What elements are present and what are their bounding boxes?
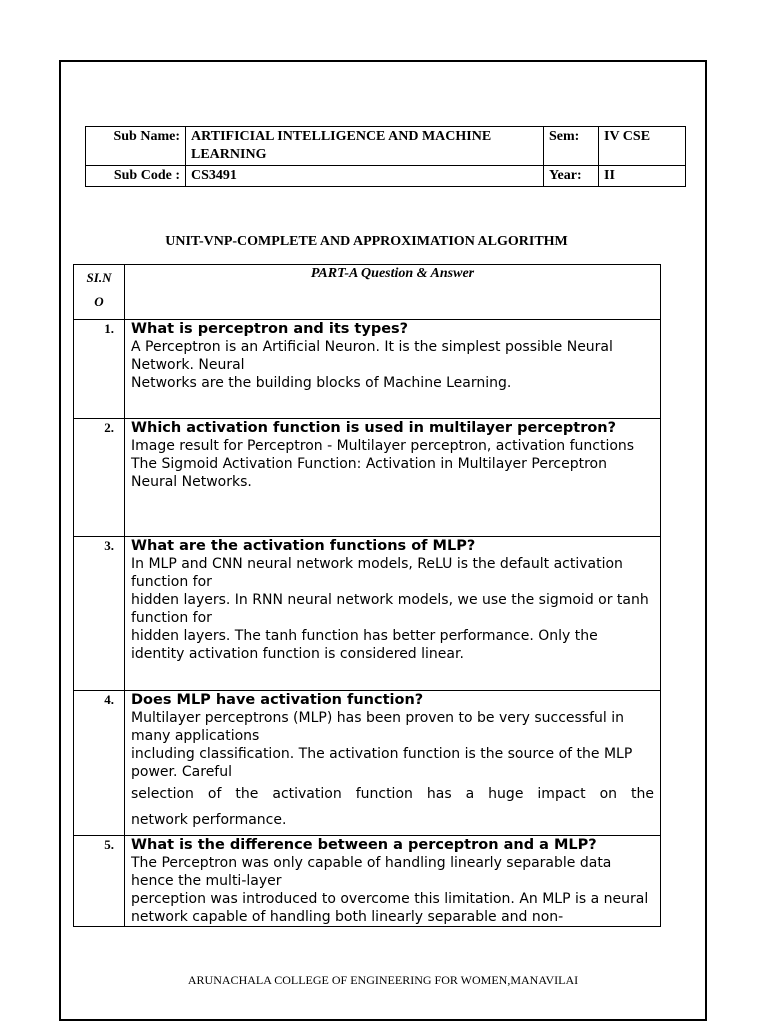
row-number: 1.	[74, 320, 125, 419]
subject-name-row	[86, 127, 686, 166]
subject-info-table	[85, 126, 686, 187]
answer-clip	[131, 836, 654, 924]
answer-line: hidden layers. In RNN neural network models, we use the sigmoid or tanh function for	[131, 592, 649, 626]
sno-header-line2: O	[94, 294, 104, 309]
sno-header	[74, 265, 125, 320]
answer-cell	[125, 691, 661, 836]
subject-code-row	[86, 166, 686, 187]
sno-header-line1: SI.N	[86, 270, 112, 285]
answer-line: including classification. The activation function is the source of the MLP power. Careful	[131, 746, 633, 780]
sub-code-value: CS3491	[186, 166, 544, 187]
answer-cell	[125, 320, 661, 419]
table-row	[74, 419, 661, 537]
question-text: What are the activation functions of MLP?	[131, 538, 476, 554]
answer-line: The Sigmoid Activation Function: Activation in Multilayer Perceptron Neural Networks.	[131, 456, 607, 490]
question-text: What is perceptron and its types?	[131, 321, 409, 337]
answer-line: In MLP and CNN neural network models, ReLU is the default activation function for	[131, 556, 623, 590]
question-text: Does MLP have activation function?	[131, 692, 424, 708]
part-header: PART-A Question & Answer	[125, 265, 661, 320]
answer-line: hidden layers. The tanh function has better performance. Only the identity activation function is considered linear.	[131, 628, 598, 662]
sub-name-value: ARTIFICIAL INTELLIGENCE AND MACHINE LEARNING	[186, 127, 544, 166]
unit-title: UNIT-VNP-COMPLETE AND APPROXIMATION ALGORITHM	[165, 234, 568, 249]
table-row	[74, 836, 661, 927]
year-value: II	[599, 166, 686, 187]
row-number: 5.	[74, 836, 125, 927]
table-row	[74, 537, 661, 691]
answer-line: A Perceptron is an Artificial Neuron. It is the simplest possible Neural Network. Neural	[131, 339, 613, 373]
answer-line: network performance.	[131, 812, 287, 828]
answer-line: Multilayer perceptrons (MLP) has been proven to be very successful in many applications	[131, 710, 625, 744]
footer-college-name: ARUNACHALA COLLEGE OF ENGINEERING FOR WOMEN,MANAVILAI	[187, 973, 579, 987]
sem-value: IV CSE	[599, 127, 686, 166]
sem-label: Sem:	[544, 127, 599, 166]
answer-cell	[125, 419, 661, 537]
table-row	[74, 320, 661, 419]
qa-header-row	[74, 265, 661, 320]
row-number: 4.	[74, 691, 125, 836]
table-row	[74, 691, 661, 836]
sub-code-label: Sub Code :	[86, 166, 186, 187]
year-label: Year:	[544, 166, 599, 187]
question-text: What is the difference between a perceptron and a MLP?	[131, 837, 597, 853]
answer-line-justified: selection of the activation function has a huge impact on the	[131, 786, 654, 802]
answer-line: The Perceptron was only capable of handling linearly separable data hence the multi-layer	[131, 855, 612, 889]
answer-cell	[125, 537, 661, 691]
answer-line: Networks are the building blocks of Machine Learning.	[131, 375, 512, 391]
row-number: 2.	[74, 419, 125, 537]
answer-cell	[125, 836, 661, 927]
answer-line: Image result for Perceptron - Multilayer perceptron, activation functions	[131, 438, 635, 454]
qa-table	[73, 264, 661, 927]
row-number: 3.	[74, 537, 125, 691]
answer-line: perception was introduced to overcome this limitation. An MLP is a neural network capable of handling both linearly separable and non-	[131, 891, 649, 924]
question-text: Which activation function is used in multilayer perceptron?	[131, 420, 617, 436]
sub-name-label: Sub Name:	[86, 127, 186, 166]
